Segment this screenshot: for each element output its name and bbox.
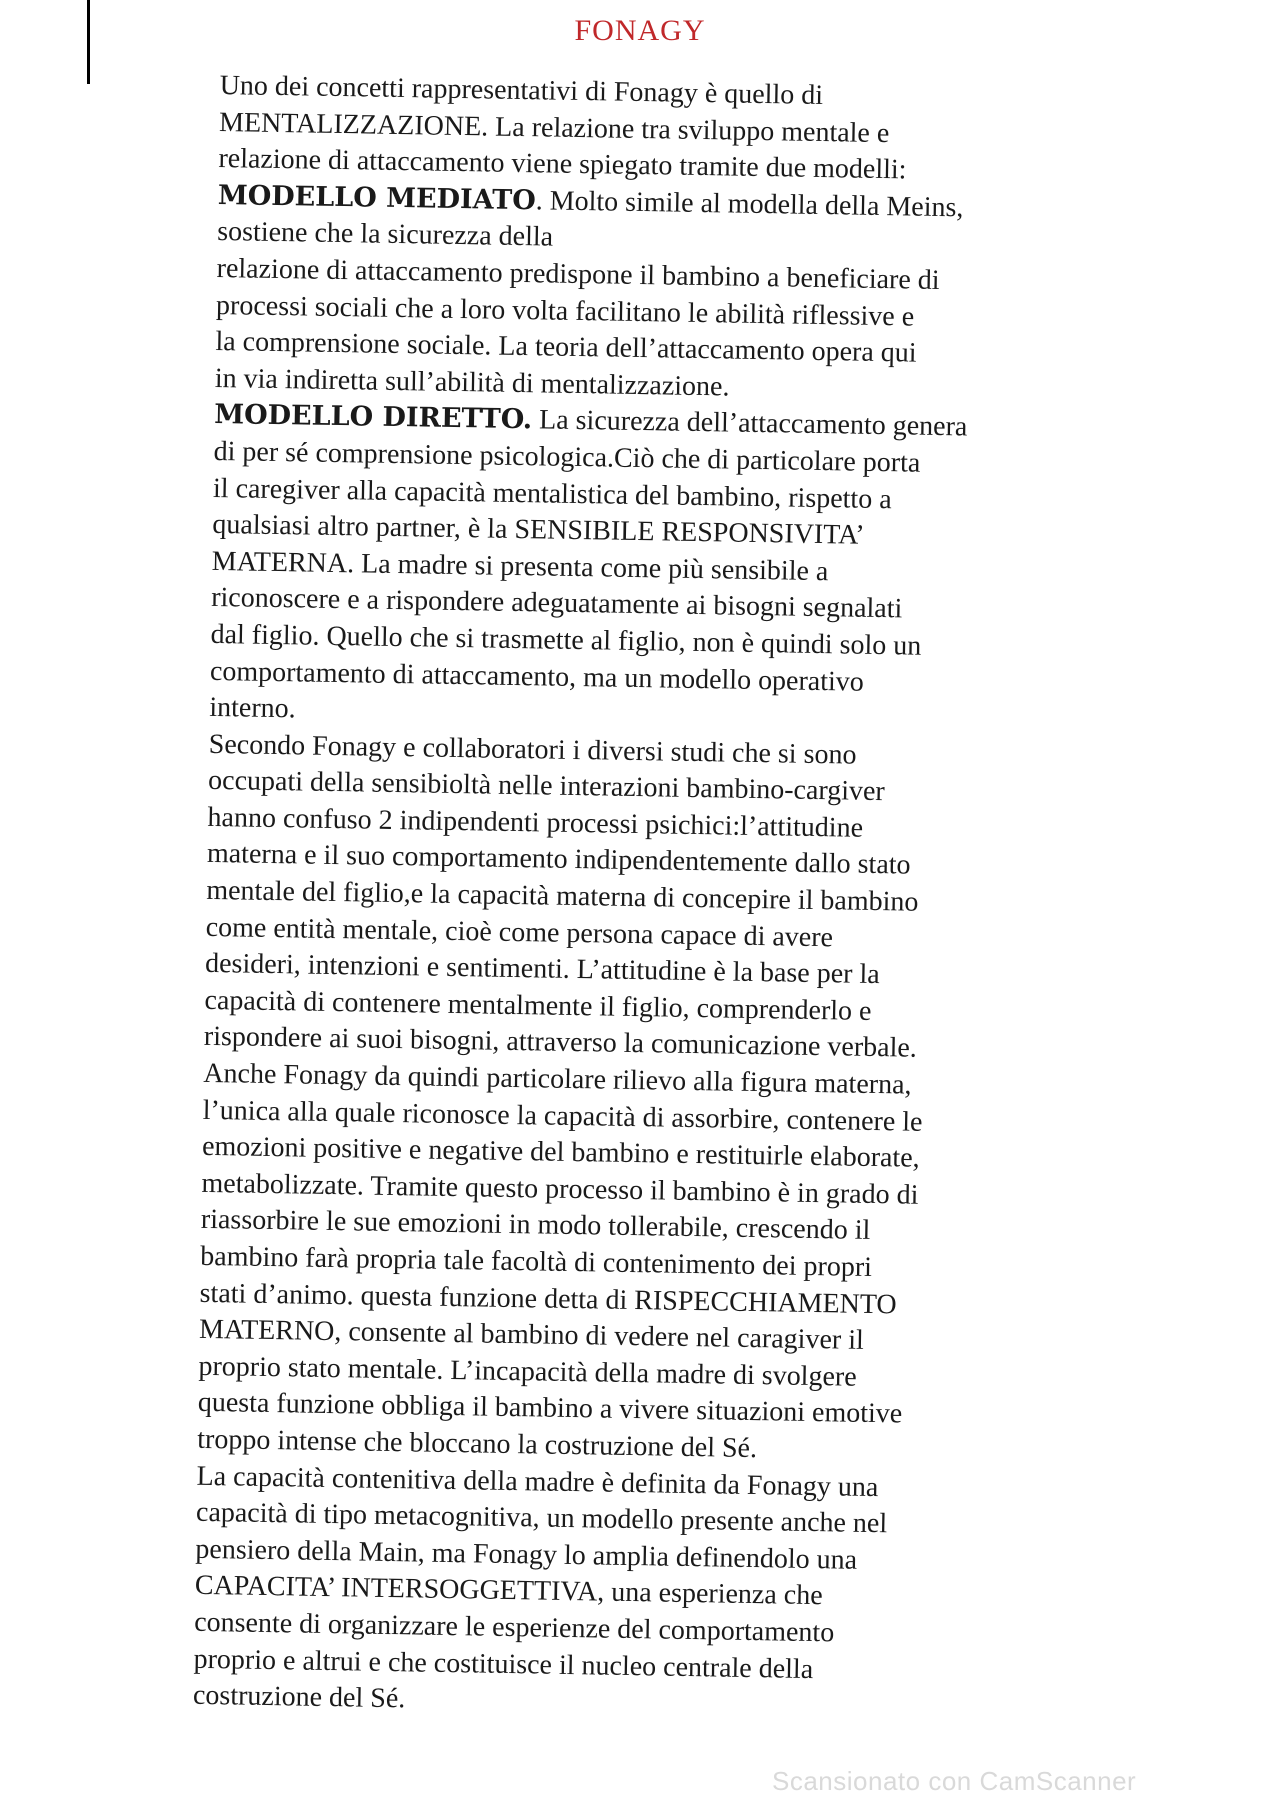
line-text: stati d’animo. questa funzione detta di RISPECCHIAMENTO	[199, 1277, 897, 1320]
line-text: troppo intense che bloccano la costruzione del Sé.	[197, 1423, 758, 1465]
line-text: la comprensione sociale. La teoria dell’attaccamento opera qui	[215, 326, 917, 369]
line-text: comportamento di attaccamento, ma un modello operativo	[209, 655, 865, 698]
line-text: relazione di attaccamento predispone il bambino a beneficiare di	[216, 252, 940, 296]
line-text: occupati della sensibioltà nelle interazioni bambino-cargiver	[207, 765, 886, 808]
line-text: metabolizzate. Tramite questo processo il bambino è in grado di	[201, 1167, 919, 1211]
line-text: costruzione del Sé.	[192, 1679, 406, 1715]
line-text: sostiene che la sicurezza della	[217, 216, 554, 253]
line-text: qualsiasi altro partner, è la SENSIBILE RESPONSIVITA’	[212, 509, 865, 551]
line-text: proprio e altrui e che costituisce il nucleo centrale della	[193, 1643, 814, 1685]
line-text: di per sé comprensione psicologica.Ciò che di particolare porta	[213, 435, 921, 479]
line-text: consente di organizzare le esperienze del comportamento	[193, 1606, 835, 1649]
body-text	[193, 68, 1080, 1729]
line-text: CAPACITA’ INTERSOGGETTIVA, una esperienza che	[194, 1570, 823, 1612]
line-text: proprio stato mentale. L’incapacità della madre di svolgere	[198, 1350, 857, 1393]
line-text: emozioni positive e negative del bambino e restituirle elaborate,	[201, 1131, 920, 1174]
line-text: questa funzione obbliga il bambino a vivere situazioni emotive	[197, 1387, 903, 1430]
line-text: rispondere ai suoi bisogni, attraverso la comunicazione verbale.	[203, 1021, 918, 1065]
line-text: bambino farà propria tale facoltà di contenimento dei propri	[200, 1240, 873, 1283]
line-text: processi sociali che a loro volta facilitano le abilità riflessive e	[215, 289, 915, 333]
line-text: pensiero della Main, ma Fonagy lo amplia definendolo una	[195, 1533, 858, 1576]
line-text: La capacità contenitiva della madre è definita da Fonagy una	[196, 1460, 879, 1503]
line-text: . Molto simile al modella della Meins,	[535, 185, 964, 224]
line-text: l’unica alla quale riconosce la capacità di assorbire, contenere le	[202, 1094, 923, 1138]
line-text: in via indiretta sull’abilità di mentalizzazione.	[214, 362, 730, 403]
line-text: MATERNA. La madre si presenta come più sensibile a	[211, 545, 829, 587]
line-text: materna e il suo comportamento indipendentemente dallo stato	[206, 838, 911, 882]
line-text: mentale del figlio,e la capacità materna di concepire il bambino	[206, 874, 919, 918]
cut-off-text-fragment	[205, 1700, 245, 1706]
line-text: Anche Fonagy da quindi particolare rilievo alla figura materna,	[203, 1057, 912, 1101]
camscanner-watermark: Scansionato con CamScanner	[772, 1766, 1137, 1796]
line-text: relazione di attaccamento viene spiegato tramite due modelli:	[218, 143, 907, 186]
line-text: dal figlio. Quello che si trasmette al figlio, non è quindi solo un	[210, 618, 922, 662]
line-text: La sicurezza dell’attaccamento genera	[531, 404, 968, 443]
bold-heading-text: MODELLO MEDIATO	[217, 179, 536, 217]
line-text: MATERNO, consente al bambino di vedere nel caragiver il	[198, 1314, 865, 1357]
line-text: capacità di tipo metacognitiva, un modello presente anche nel	[195, 1496, 888, 1540]
line-text: riassorbire le sue emozioni in modo tollerabile, crescendo il	[200, 1204, 871, 1247]
line-text: riconoscere e a rispondere adeguatamente ai bisogni segnalati	[210, 582, 903, 625]
page-title: FONAGY	[574, 14, 706, 47]
line-text: come entità mentale, cioè come persona capace di avere	[205, 911, 834, 953]
line-text: interno.	[209, 692, 296, 725]
line-text: Uno dei concetti rappresentativi di Fonagy è quello di	[219, 69, 824, 111]
bold-heading-text: MODELLO DIRETTO.	[213, 399, 533, 436]
line-text: hanno confuso 2 indipendenti processi psichici:l’attitudine	[207, 801, 864, 844]
line-text: capacità di contenere mentalmente il figlio, comprenderlo e	[204, 984, 872, 1027]
line-text: il caregiver alla capacità mentalistica del bambino, rispetto a	[212, 472, 892, 515]
line-text: MENTALIZZAZIONE. La relazione tra sviluppo mentale e	[218, 106, 890, 149]
line-text: Secondo Fonagy e collaboratori i diversi studi che si sono	[208, 728, 857, 771]
line-text: desideri, intenzioni e sentimenti. L’attitudine è la base per la	[204, 948, 880, 991]
